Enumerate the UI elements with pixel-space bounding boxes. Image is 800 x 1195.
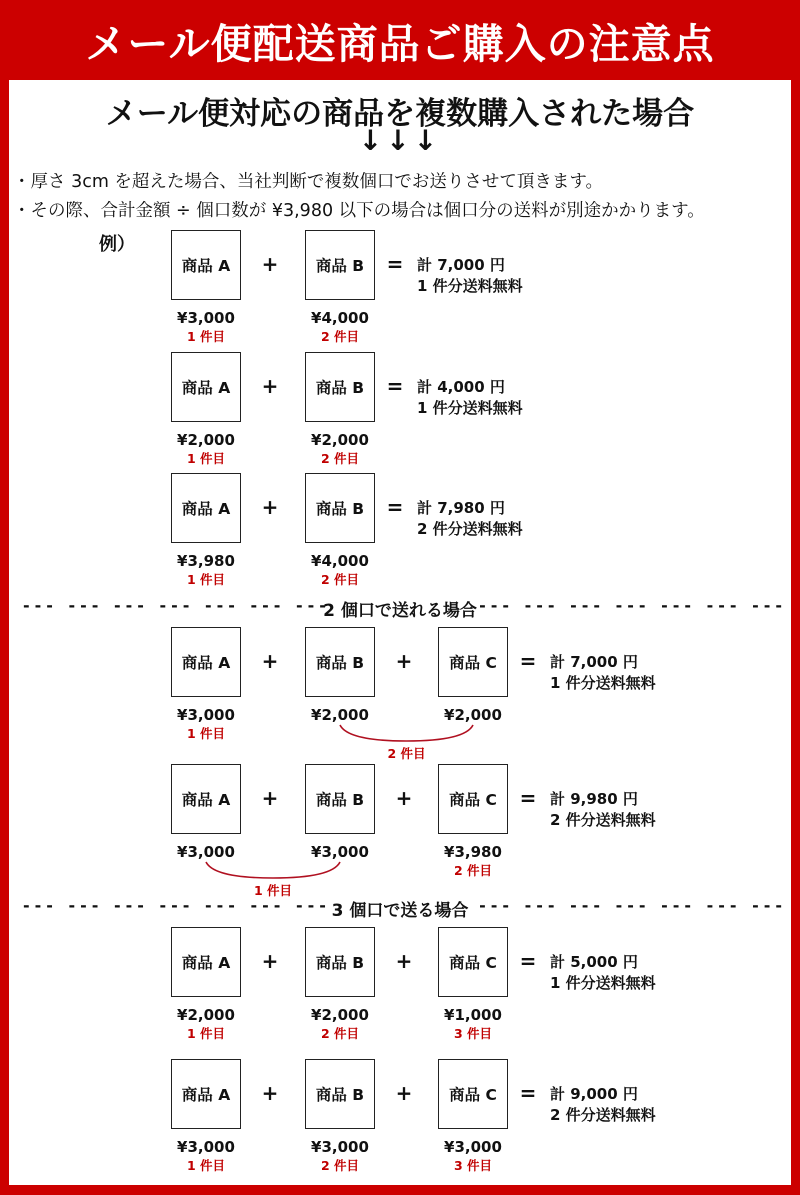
product-price: ¥2,000 [177,1006,235,1024]
plus-sign: + [261,252,279,276]
product-price: ¥4,000 [311,309,369,327]
product-price: ¥3,980 [444,843,502,861]
result-total: 計 9,980 円 [550,790,638,808]
result-total: 計 5,000 円 [550,953,638,971]
package-count: 2 件目 [320,329,360,344]
package-count: 1 件目 [186,1158,226,1173]
result-block [550,952,656,994]
equals-sign: = [519,949,537,973]
result-total: 計 9,000 円 [550,1085,638,1103]
plus-sign: + [261,786,279,810]
group-package-count: 2 件目 [387,746,426,761]
group-bracket-curve [206,862,340,878]
product-price: ¥1,000 [444,1006,502,1024]
section-title: 2 個口で送れる場合 [323,601,477,621]
page-title: メール便配送商品ご購入の注意点 [85,19,715,68]
equals-sign: = [386,374,404,398]
plus-sign: + [395,649,413,673]
product-box: 商品 B [305,473,375,543]
result-shipping: 1 件分送料無料 [417,399,523,417]
product-price: ¥2,000 [444,706,502,724]
result-total: 計 4,000 円 [417,378,505,396]
product-box: 商品 A [171,230,241,300]
subtitle: メール便対応の商品を複数購入された場合 [105,96,695,132]
product-price: ¥4,000 [311,552,369,570]
package-count: 2 件目 [320,451,360,466]
package-count: 1 件目 [186,1026,226,1041]
product-box: 商品 B [305,352,375,422]
plus-sign: + [261,649,279,673]
product-box: 商品 C [438,764,508,834]
product-price: ¥2,000 [311,1006,369,1024]
note-thickness: ・厚さ 3cm を超えた場合、当社判断で複数個口でお送りさせて頂きます。 [13,172,604,192]
package-count: 3 件目 [453,1158,493,1173]
product-box: 商品 A [171,1059,241,1129]
package-count: 1 件目 [186,726,226,741]
divider-dashes-right: --- --- --- --- --- --- --- [479,896,787,915]
example-label: 例） [99,234,135,255]
equals-sign: = [386,495,404,519]
product-price: ¥3,000 [177,1138,235,1156]
result-shipping: 1 件分送料無料 [417,277,523,295]
product-price: ¥3,000 [311,1138,369,1156]
divider-dashes-left: --- --- --- --- --- --- --- [23,896,331,915]
result-total: 計 7,000 円 [417,256,505,274]
plus-sign: + [395,1081,413,1105]
product-box: 商品 A [171,927,241,997]
result-shipping: 2 件分送料無料 [550,811,656,829]
product-box: 商品 C [438,627,508,697]
equals-sign: = [519,1081,537,1105]
equals-sign: = [519,649,537,673]
product-box: 商品 A [171,764,241,834]
package-count: 2 件目 [320,1026,360,1041]
product-box: 商品 B [305,1059,375,1129]
product-price: ¥2,000 [311,706,369,724]
result-shipping: 2 件分送料無料 [417,520,523,538]
product-price: ¥2,000 [177,431,235,449]
package-count: 2 件目 [320,572,360,587]
result-shipping: 1 件分送料無料 [550,974,656,992]
product-price: ¥3,000 [444,1138,502,1156]
product-box: 商品 A [171,352,241,422]
result-total: 計 7,000 円 [550,653,638,671]
package-count: 3 件目 [453,1026,493,1041]
product-price: ¥3,000 [177,706,235,724]
result-total: 計 7,980 円 [417,499,505,517]
section-title: 3 個口で送る場合 [331,901,469,921]
header-banner [0,0,800,80]
product-box: 商品 C [438,927,508,997]
divider-dashes-left: --- --- --- --- --- --- --- [23,596,331,615]
plus-sign: + [395,786,413,810]
result-block [550,1084,656,1126]
group-package-count: 1 件目 [253,883,293,898]
note-shipping-fee: ・その際、合計金額 ÷ 個口数が ¥3,980 以下の場合は個口分の送料が別途かかります。 [13,201,705,221]
product-box: 商品 B [305,764,375,834]
plus-sign: + [261,374,279,398]
divider-dashes-right: --- --- --- --- --- --- --- [479,596,787,615]
product-price: ¥3,000 [177,843,235,861]
product-box: 商品 A [171,627,241,697]
product-price: ¥3,000 [311,843,369,861]
plus-sign: + [261,495,279,519]
group-bracket [9,80,791,1185]
package-count: 2 件目 [320,1158,360,1173]
package-count: 1 件目 [186,329,226,344]
down-arrows-icon: ↓↓↓ [358,124,442,157]
package-count: 1 件目 [186,451,226,466]
product-box: 商品 B [305,627,375,697]
plus-sign: + [261,949,279,973]
product-box: 商品 C [438,1059,508,1129]
plus-sign: + [395,949,413,973]
product-box: 商品 A [171,473,241,543]
product-price: ¥3,000 [177,309,235,327]
product-price: ¥3,980 [177,552,235,570]
product-box: 商品 B [305,230,375,300]
package-count: 1 件目 [186,572,226,587]
product-box: 商品 B [305,927,375,997]
equals-sign: = [519,786,537,810]
result-shipping: 1 件分送料無料 [550,674,656,692]
result-shipping: 2 件分送料無料 [550,1106,656,1124]
content-panel [9,80,791,1185]
package-count: 2 件目 [453,863,493,878]
product-price: ¥2,000 [311,431,369,449]
equals-sign: = [386,252,404,276]
plus-sign: + [261,1081,279,1105]
